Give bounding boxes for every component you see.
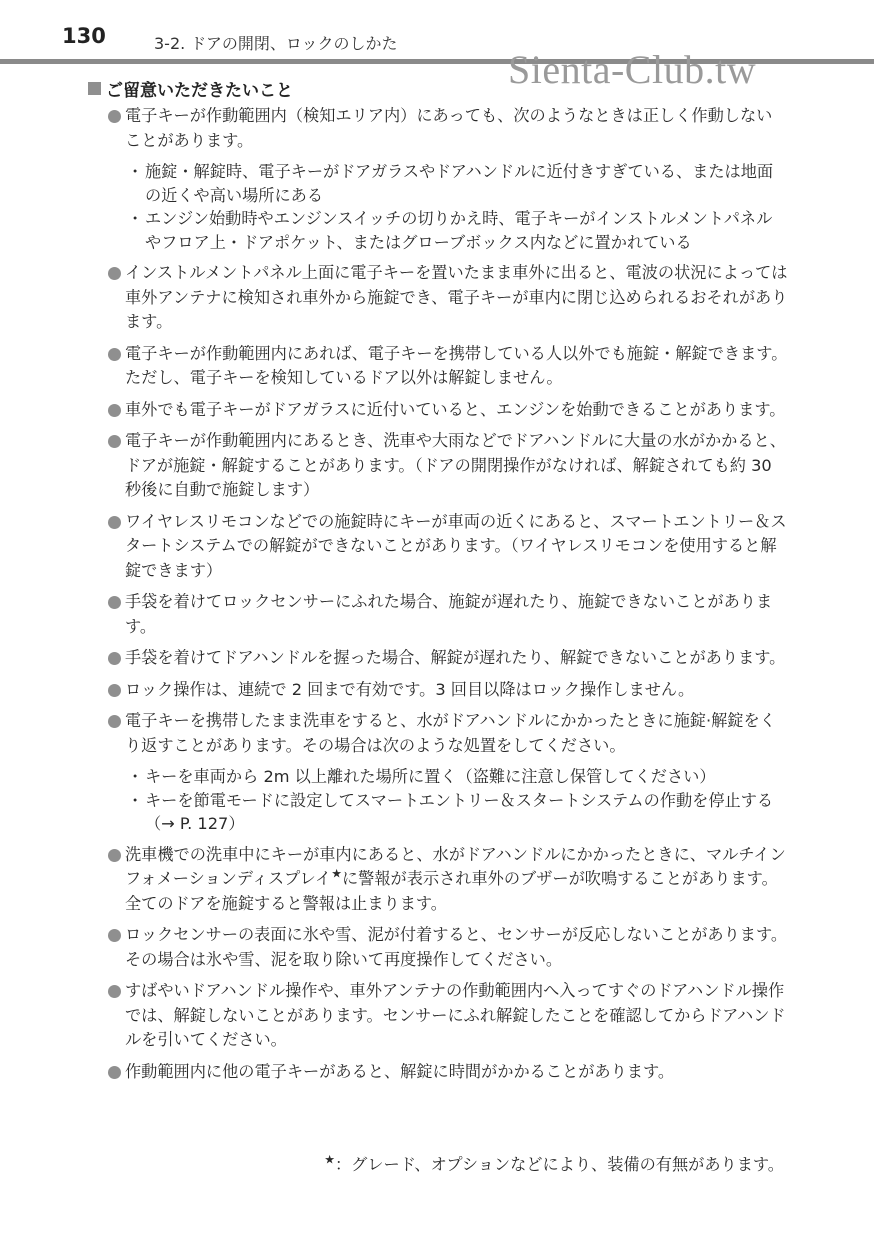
item-text: 洗車機での洗車中にキーが車内にあると、水がドアハンドルにかかったときに、マルチインフォメーションディスプレイ [125,844,786,888]
item-text: 手袋を着けてロックセンサーにふれた場合、施錠が遅れたり、施錠できないことがあります。 [125,592,773,636]
list-item [108,709,788,836]
circle-bullet-icon [108,652,121,665]
middle-dot-icon: ・ [127,162,144,181]
item-text: 電子キーが作動範囲内にあるとき、洗車や大雨などでドアハンドルに大量の水がかかると、ドアが施錠・解錠することがあります。（ドアの開閉操作がなければ、解錠されても約 30 秒後に自動で施錠します） [125,431,786,499]
sub-item [125,160,788,207]
sub-list [125,765,788,836]
heading-text: ご留意いただきたいこと [106,81,293,101]
circle-bullet-icon [108,715,121,728]
star-icon: ★ [324,1152,335,1167]
watermark: Sienta-Club.tw [508,47,757,92]
circle-bullet-icon [108,404,121,417]
item-text: 手袋を着けてドアハンドルを握った場合、解錠が遅れたり、解錠できないことがあります。 [125,648,786,667]
star-icon: ★ [331,866,342,881]
circle-bullet-icon [108,849,121,862]
list-item [108,1060,788,1085]
list-item [108,510,788,584]
item-text: ロックセンサーの表面に氷や雪、泥が付着すると、センサーが反応しないことがあります。その場合は氷や雪、泥を取り除いて再度操作してください。 [125,925,788,969]
sub-item-text: 施錠・解錠時、電子キーがドアガラスやドアハンドルに近付きすぎている、または地面の近くや高い場所にある [145,162,774,205]
circle-bullet-icon [108,596,121,609]
sub-item [125,207,788,254]
footnote-text: ：グレード、オプションなどにより、装備の有無があります。 [334,1155,784,1174]
item-text: インストルメントパネル上面に電子キーを置いたまま車外に出ると、電波の状況によっては車外アンテナに検知され車外から施錠でき、電子キーが車内に閉じ込められるおそれがあります。 [125,263,788,331]
item-text: すばやいドアハンドル操作や、車外アンテナの作動範囲内へ入ってすぐのドアハンドル操作では、解錠しないことがあります。センサーにふれ解錠したことを確認してからドアハンドルを引いてください。 [125,981,786,1049]
circle-bullet-icon [108,985,121,998]
item-text: 電子キーを携帯したまま洗車をすると、水がドアハンドルにかかったときに施錠·解錠をくり返すことがあります。その場合は次のような処置をしてください。 [125,711,776,755]
list-item [108,646,788,671]
list-item [108,843,788,917]
circle-bullet-icon [108,267,121,280]
item-text: に警報が表示され車外のブザーが吹鳴することがあります。全てのドアを施錠すると警報は止まります。 [125,869,778,913]
list-item [108,923,788,972]
page-number: 130 [62,24,106,48]
circle-bullet-icon [108,1066,121,1079]
middle-dot-icon: ・ [127,209,144,228]
footnote [324,1153,784,1177]
circle-bullet-icon [108,435,121,448]
circle-bullet-icon [108,348,121,361]
item-text: 電子キーが作動範囲内にあれば、電子キーを携帯している人以外でも施錠・解錠できます。ただし、電子キーを検知しているドア以外は解錠しません。 [125,343,788,387]
item-text: ワイヤレスリモコンなどでの施錠時にキーが車両の近くにあると、スマートエントリー＆スタートシステムでの解錠ができないことがあります。（ワイヤレスリモコンを使用すると解錠できます） [125,511,787,580]
sub-list [125,160,788,254]
item-text: ロック操作は、連続で 2 回まで有効です。3 回目以降はロック操作しません。 [125,679,695,699]
section-title: 3-2. ドアの開閉、ロックのしかた [154,34,398,53]
list-item [108,678,788,703]
circle-bullet-icon [108,929,121,942]
circle-bullet-icon [108,110,121,123]
circle-bullet-icon [108,684,121,697]
sub-item [125,765,788,789]
list-item [108,342,788,391]
subsection-heading [88,76,293,101]
circle-bullet-icon [108,516,121,529]
item-text: 車外でも電子キーがドアガラスに近付いていると、エンジンを始動できることがあります。 [125,399,786,419]
sub-item [125,789,788,836]
notice-list [108,104,788,1091]
list-item [108,429,788,503]
middle-dot-icon: ・ [127,790,144,810]
list-item [108,590,788,639]
sub-item-text: エンジン始動時やエンジンスイッチの切りかえ時、電子キーがインストルメントパネルやフロア上・ドアポケット、またはグローブボックス内などに置かれている [145,209,773,252]
item-text: 電子キーが作動範囲内（検知エリア内）にあっても、次のようなときは正しく作動しないことがあります。 [125,106,773,150]
list-item [108,979,788,1053]
sub-item-text: キーを節電モードに設定してスマートエントリー＆スタートシステムの作動を停止する（→ P. 127） [145,790,774,833]
list-item [108,398,788,423]
square-bullet-icon [88,82,101,95]
sub-item-text: キーを車両から 2m 以上離れた場所に置く（盗難に注意し保管してください） [145,767,716,786]
middle-dot-icon: ・ [127,767,144,786]
list-item [108,104,788,254]
item-text: 作動範囲内に他の電子キーがあると、解錠に時間がかかることがあります。 [125,1061,675,1081]
list-item [108,261,788,335]
